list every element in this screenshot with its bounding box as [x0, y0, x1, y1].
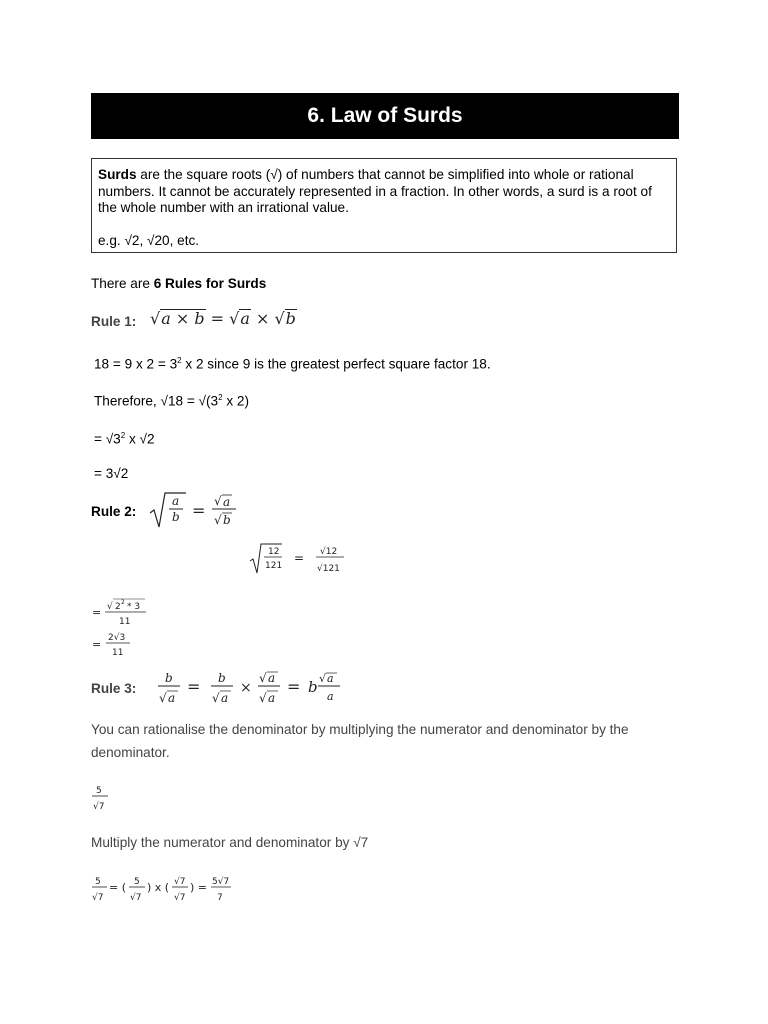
svg-text:a: a: [327, 672, 334, 685]
svg-text:b: b: [308, 678, 318, 696]
rule1-line2-sup: 2: [218, 393, 223, 402]
svg-text:√: √: [159, 691, 167, 705]
rule2-ex-den: 121: [265, 561, 283, 571]
svg-text:×: ×: [240, 680, 252, 696]
svg-text:2: 2: [115, 602, 121, 612]
svg-text:b: b: [218, 671, 226, 685]
svg-text:a: a: [168, 691, 176, 705]
rule1-line3-sup: 2: [120, 431, 126, 440]
svg-text:√7: √7: [130, 893, 142, 903]
rule2-step2-den: 11: [112, 648, 124, 658]
rules-intro-prefix: There are: [91, 276, 154, 291]
svg-text:a: a: [268, 691, 276, 705]
svg-text:=: =: [187, 677, 201, 696]
definition-term: Surds: [98, 167, 137, 182]
svg-text:a: a: [268, 671, 276, 685]
rule2-example: [248, 541, 348, 577]
rule3-ex-den: √7: [93, 802, 105, 812]
rule3-working: [90, 873, 240, 905]
rule1-label: Rule 1:: [91, 314, 137, 329]
rule2-ex-num: 12: [268, 547, 280, 557]
rule2-step1-den: 11: [119, 617, 131, 627]
svg-text:√: √: [319, 672, 327, 685]
definition-box: [91, 158, 677, 253]
svg-text:) x (: ) x (: [147, 881, 170, 894]
svg-text:b: b: [172, 510, 180, 524]
svg-text:=: =: [192, 501, 206, 520]
rule1-line3-b: x √2: [125, 431, 155, 447]
svg-text:) =: ) =: [190, 881, 208, 894]
rule1-line1-b: x 2 since 9 is the greatest perfect square factor 18.: [181, 356, 491, 372]
definition-body: are the square roots (√) of numbers that cannot be simplified into whole or rational numbers. It cannot be accurately represented in a fraction. In other words, a surd is a root of the whole number with an irrational value.: [98, 167, 652, 215]
svg-text:√7: √7: [174, 877, 186, 887]
rule1-formula: √a × b = √a × √b: [150, 309, 296, 328]
svg-text:√: √: [259, 691, 267, 705]
svg-text:√7: √7: [174, 893, 186, 903]
svg-text:√: √: [259, 671, 267, 685]
svg-text:a: a: [223, 495, 231, 509]
rule1-line1: [94, 352, 491, 373]
svg-text:5: 5: [134, 877, 140, 887]
rule1-line3: [94, 427, 155, 448]
svg-text:a: a: [172, 494, 180, 508]
rule1-line1-a: 18 = 9 x 2 = 3: [94, 356, 178, 372]
rule3-explain: You can rationalise the denominator by multiplying the numerator and denominator by the denominator.: [91, 722, 629, 760]
svg-text:a: a: [221, 691, 229, 705]
svg-text:=: =: [287, 677, 301, 696]
svg-text:b: b: [223, 513, 231, 527]
svg-text:√: √: [107, 602, 113, 612]
rule1-line3-a: = √3: [94, 431, 121, 447]
rule2-ex-eq: =: [294, 551, 305, 565]
rule3-final-num: 5√7: [212, 877, 230, 887]
svg-text:√: √: [212, 691, 220, 705]
rule1-line2: [94, 389, 249, 410]
svg-text:2: 2: [121, 599, 125, 606]
rule2-formula: [148, 489, 243, 533]
rule3-formula: [156, 668, 351, 708]
rule1-line1-sup: 2: [177, 356, 182, 365]
svg-text:√: √: [214, 494, 222, 508]
rule2-step2-eq: =: [92, 638, 102, 651]
svg-text:= (: = (: [109, 881, 127, 894]
rule1-line4: = 3√2: [94, 466, 129, 481]
svg-text:* 3: * 3: [127, 602, 141, 612]
rule2-label: Rule 2:: [91, 504, 137, 519]
svg-text:√: √: [214, 513, 222, 527]
rules-intro: [91, 275, 266, 292]
rule2-step1: [90, 596, 160, 628]
rule3-multiply: Multiply the numerator and denominator by √7: [91, 835, 369, 850]
definition-text: [98, 167, 670, 217]
svg-text:5: 5: [95, 877, 101, 887]
rule1-line2-b: x 2): [222, 393, 249, 409]
rule1-line2-a: Therefore, √18 = √(3: [94, 393, 219, 409]
rule3-label: Rule 3:: [91, 681, 137, 696]
rule3-example: [90, 783, 114, 813]
rule2-step2-num: 2√3: [108, 633, 126, 643]
rules-intro-bold: 6 Rules for Surds: [153, 276, 267, 291]
definition-example: e.g. √2, √20, etc.: [98, 232, 200, 248]
rule3-ex-num: 5: [96, 786, 102, 796]
page-title: 6. Law of Surds: [91, 93, 679, 139]
svg-text:√7: √7: [92, 893, 104, 903]
svg-text:b: b: [165, 671, 173, 685]
rule3-final-den: 7: [217, 893, 223, 903]
rule2-ex-rnum: √12: [320, 547, 338, 557]
rule2-step1-eq: =: [92, 606, 102, 619]
rule2-ex-rden: √121: [317, 564, 340, 574]
rule2-step2: [90, 629, 140, 659]
svg-text:a: a: [327, 690, 334, 703]
